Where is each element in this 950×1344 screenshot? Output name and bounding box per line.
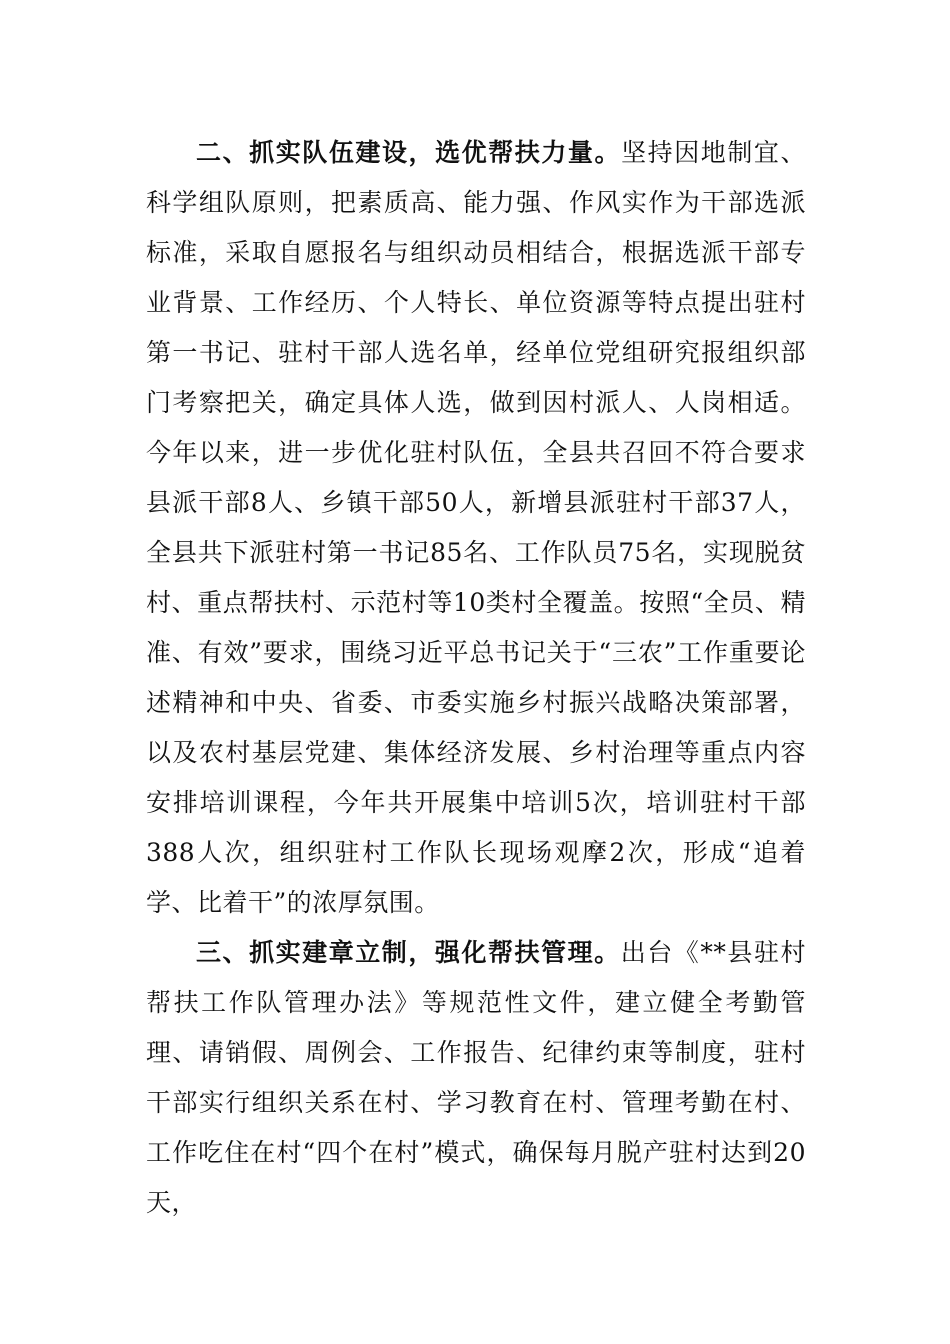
section-heading-three: 三、抓实建章立制，强化帮扶管理。 [196, 938, 621, 967]
section-body-two: 坚持因地制宜、科学组队原则，把素质高、能力强、作风实作为干部选派标准，采取自愿报名与组织动员相结合，根据选派干部专业背景、工作经历、个人特长、单位资源等特点提出驻村第一书记、驻村干部人选名单，经单位党组研究报组织部门考察把关，确定具体人选，做到因村派人、人岗相适。今年以来，进一步优化驻村队伍，全县共召回不符合要求县派干部8人、乡镇干部50人，新增县派驻村干部37人，全县共下派驻村第一书记85名、工作队员75名，实现脱贫村、重点帮扶村、示范村等10类村全覆盖。按照“全员、精准、有效”要求，围绕习近平总书记关于“三农”工作重要论述精神和中央、省委、市委实施乡村振兴战略决策部署，以及农村基层党建、集体经济发展、乡村治理等重点内容安排培训课程，今年共开展集中培训5次，培训驻村干部388人次，组织驻村工作队长现场观摩2次，形成“追着学、比着干”的浓厚氛围。 [146, 138, 806, 917]
paragraph-management [146, 928, 806, 1228]
paragraph-team-building [146, 128, 806, 928]
document-body [146, 128, 806, 1228]
section-heading-two: 二、抓实队伍建设，选优帮扶力量。 [196, 138, 622, 167]
section-body-three: 出台《**县驻村帮扶工作队管理办法》等规范性文件，建立健全考勤管理、请销假、周例会、工作报告、纪律约束等制度，驻村干部实行组织关系在村、学习教育在村、管理考勤在村、工作吃住在村“四个在村”模式，确保每月脱产驻村达到20天， [146, 938, 806, 1217]
